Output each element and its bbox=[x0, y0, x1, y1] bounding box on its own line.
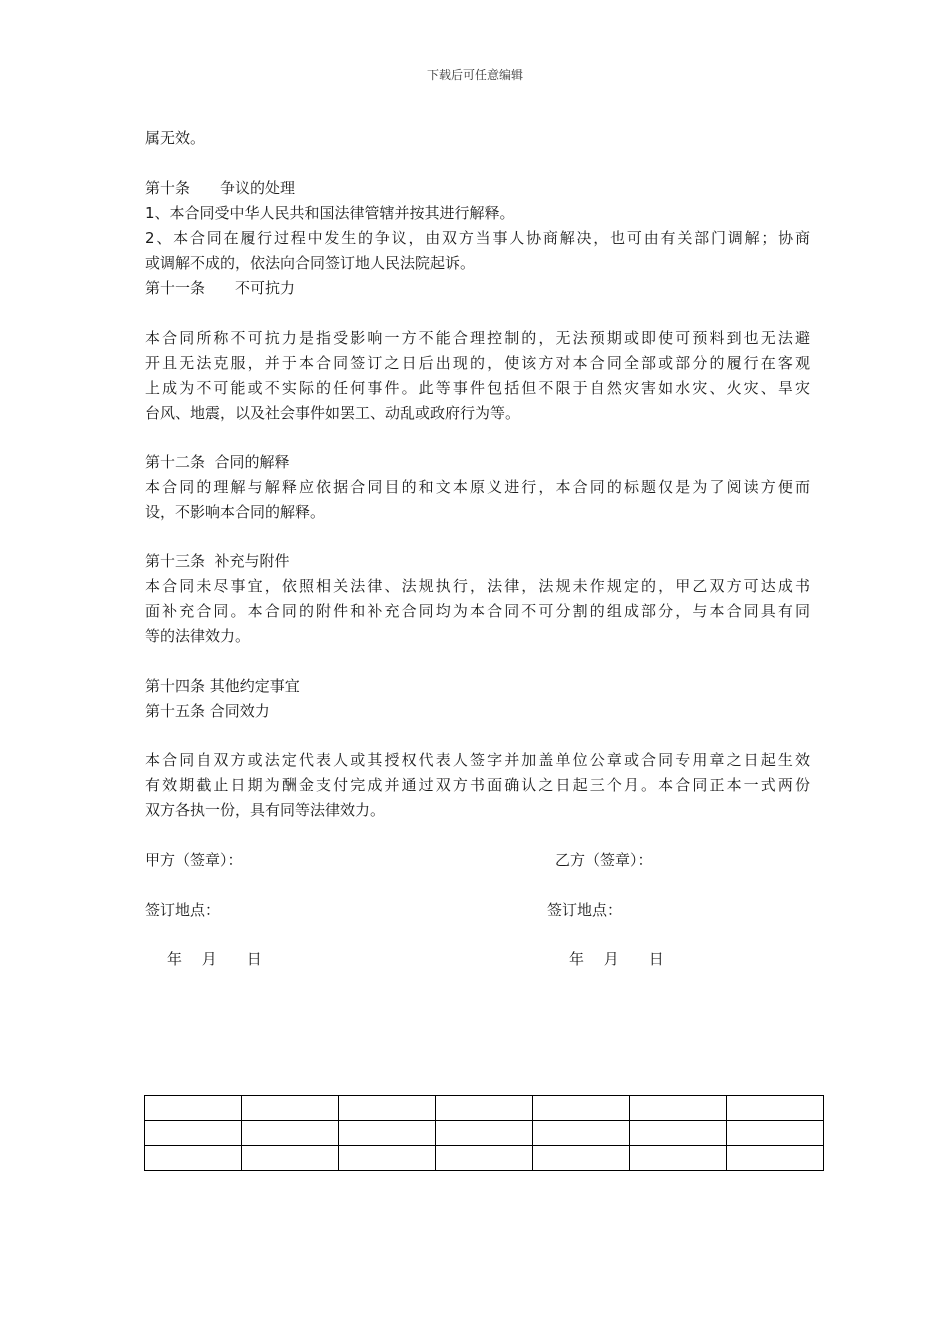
text-line: 台风、地震，以及社会事件如罢工、动乱或政府行为等。 bbox=[145, 404, 521, 422]
table-cell bbox=[145, 1146, 242, 1171]
article-12-title: 第十二条 合同的解释 bbox=[145, 453, 290, 471]
text-line: 本合同未尽事宜，依照相关法律、法规执行，法律，法规未作规定的，甲乙双方可达成书 bbox=[145, 577, 810, 595]
text-line: 面补充合同。本合同的附件和补充合同均为本合同不可分割的组成部分，与本合同具有同 bbox=[145, 602, 810, 620]
table-cell bbox=[339, 1121, 436, 1146]
blank-table bbox=[144, 1095, 824, 1171]
table-cell bbox=[533, 1146, 630, 1171]
table-cell bbox=[145, 1096, 242, 1121]
table-cell bbox=[242, 1096, 339, 1121]
table-cell bbox=[727, 1121, 824, 1146]
table-cell bbox=[242, 1121, 339, 1146]
text-line: 或调解不成的，依法向合同签订地人民法院起诉。 bbox=[145, 254, 476, 272]
text-line: 上成为不可能或不实际的任何事件。此等事件包括但不限于自然灾害如水灾、火灾、旱灾 bbox=[145, 379, 810, 397]
text-line: 本合同的理解与解释应依据合同目的和文本原义进行，本合同的标题仅是为了阅读方便而 bbox=[145, 478, 810, 496]
article-13-title: 第十三条 补充与附件 bbox=[145, 552, 290, 570]
header-note: 下载后可任意编辑 bbox=[426, 68, 523, 82]
article-11-body bbox=[145, 326, 810, 426]
opening-text: 属无效。 bbox=[145, 129, 206, 147]
party-b-date: 年 月 日 bbox=[569, 950, 664, 968]
article-10-item-1: 1、本合同受中华人民共和国法律管辖并按其进行解释。 bbox=[145, 204, 515, 222]
text-line: 设，不影响本合同的解释。 bbox=[145, 503, 326, 521]
table-cell bbox=[436, 1096, 533, 1121]
party-a-signature: 甲方（签章）： bbox=[145, 851, 243, 869]
article-13-body bbox=[145, 574, 810, 649]
table-cell bbox=[242, 1146, 339, 1171]
table-cell bbox=[145, 1121, 242, 1146]
table-row bbox=[145, 1146, 824, 1171]
table-cell bbox=[727, 1146, 824, 1171]
article-11-title: 第十一条 不可抗力 bbox=[145, 279, 296, 297]
table-cell bbox=[339, 1146, 436, 1171]
text-line: 2、本合同在履行过程中发生的争议，由双方当事人协商解决，也可由有关部门调解；协商 bbox=[145, 229, 810, 247]
table-cell bbox=[533, 1121, 630, 1146]
text-line: 双方各执一份，具有同等法律效力。 bbox=[145, 801, 386, 819]
party-b-signature: 乙方（签章）： bbox=[555, 851, 653, 869]
article-10-item-2 bbox=[145, 226, 810, 276]
article-15-body bbox=[145, 748, 810, 823]
table-row bbox=[145, 1121, 824, 1146]
text-line: 本合同所称不可抗力是指受影响一方不能合理控制的，无法预期或即使可预料到也无法避 bbox=[145, 329, 810, 347]
article-12-body bbox=[145, 475, 810, 525]
table-cell bbox=[630, 1121, 727, 1146]
party-a-place: 签订地点： bbox=[145, 901, 221, 919]
table-cell bbox=[533, 1096, 630, 1121]
text-line: 等的法律效力。 bbox=[145, 627, 251, 645]
table-cell bbox=[630, 1146, 727, 1171]
party-b-place: 签订地点： bbox=[547, 901, 623, 919]
table-cell bbox=[339, 1096, 436, 1121]
text-line: 本合同自双方或法定代表人或其授权代表人签字并加盖单位公章或合同专用章之日起生效 bbox=[145, 751, 810, 769]
article-15-title: 第十五条 合同效力 bbox=[145, 702, 270, 720]
table-cell bbox=[436, 1146, 533, 1171]
table-cell bbox=[436, 1121, 533, 1146]
table-cell bbox=[630, 1096, 727, 1121]
article-14-title: 第十四条 其他约定事宜 bbox=[145, 677, 300, 695]
text-line: 开且无法克服，并于本合同签订之日后出现的，使该方对本合同全部或部分的履行在客观 bbox=[145, 354, 810, 372]
article-10-title: 第十条 争议的处理 bbox=[145, 179, 296, 197]
party-a-date: 年 月 日 bbox=[167, 950, 262, 968]
text-line: 有效期截止日期为酬金支付完成并通过双方书面确认之日起三个月。本合同正本一式两份 bbox=[145, 776, 810, 794]
table-row bbox=[145, 1096, 824, 1121]
table-cell bbox=[727, 1096, 824, 1121]
